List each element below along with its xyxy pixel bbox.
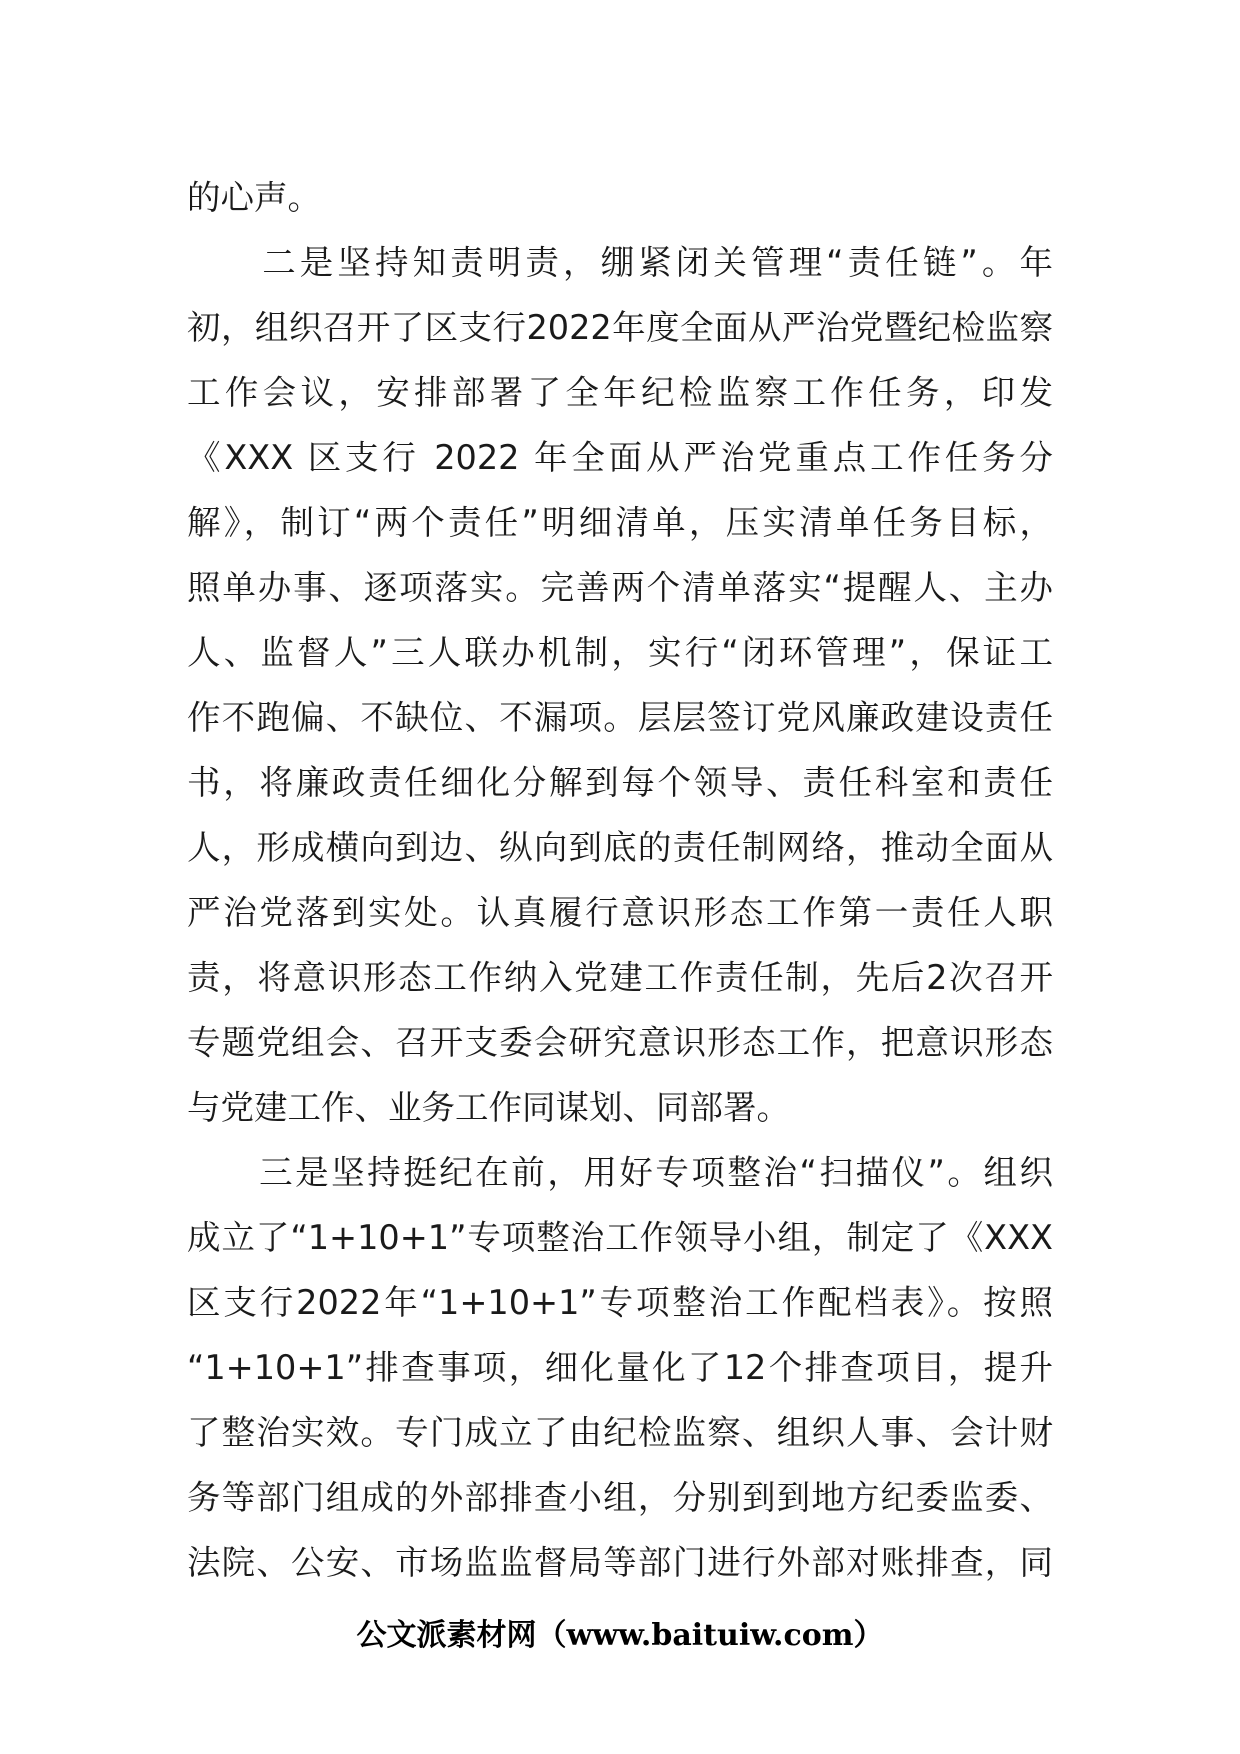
text-line: 书，将廉政责任细化分解到每个领导、责任科室和责任 <box>187 763 1053 802</box>
text-line: 区支行2022年“1+10+1”专项整治工作配档表》。按照 <box>187 1283 1053 1322</box>
text-line: 作不跑偏、不缺位、不漏项。层层签订党风廉政建设责任 <box>187 698 1053 737</box>
text-line: 初，组织召开了区支行2022年度全面从严治党暨纪检监察 <box>187 308 1053 347</box>
text-line: 工作会议，安排部署了全年纪检监察工作任务，印发 <box>187 373 1053 412</box>
text-line: 责，将意识形态工作纳入党建工作责任制，先后2次召开 <box>187 958 1053 997</box>
text-line: 照单办事、逐项落实。完善两个清单落实“提醒人、主办 <box>187 568 1053 607</box>
footer-watermark: 公文派素材网（www.baituiw.com） <box>356 1618 884 1653</box>
text-line: 成立了“1+10+1”专项整治工作领导小组，制定了《XXX <box>187 1218 1053 1257</box>
text-line: 务等部门组成的外部排查小组，分别到到地方纪委监委、 <box>187 1478 1053 1517</box>
text-line: 法院、公安、市场监监督局等部门进行外部对账排查，同 <box>187 1543 1053 1582</box>
text-line: 人、监督人”三人联办机制，实行“闭环管理”，保证工 <box>187 633 1053 672</box>
text-line: 二是坚持知责明责，绷紧闭关管理“责任链”。年 <box>187 243 1053 282</box>
text-line: 的心声。 <box>187 178 321 217</box>
text-line: 了整治实效。专门成立了由纪检监察、组织人事、会计财 <box>187 1413 1053 1452</box>
text-line: 解》，制订“两个责任”明细清单，压实清单任务目标， <box>187 503 1053 542</box>
body-text <box>187 165 1053 1595</box>
text-line: 人，形成横向到边、纵向到底的责任制网络，推动全面从 <box>187 828 1053 867</box>
text-line: 《XXX 区支行 2022 年全面从严治党重点工作任务分 <box>187 438 1053 477</box>
text-line: 专题党组会、召开支委会研究意识形态工作，把意识形态 <box>187 1023 1053 1062</box>
text-line: 严治党落到实处。认真履行意识形态工作第一责任人职 <box>187 893 1053 932</box>
text-line: 三是坚持挺纪在前，用好专项整治“扫描仪”。组织 <box>187 1153 1053 1192</box>
text-line: 与党建工作、业务工作同谋划、同部署。 <box>187 1088 790 1127</box>
text-line: “1+10+1”排查事项，细化量化了12个排查项目，提升 <box>187 1348 1053 1387</box>
